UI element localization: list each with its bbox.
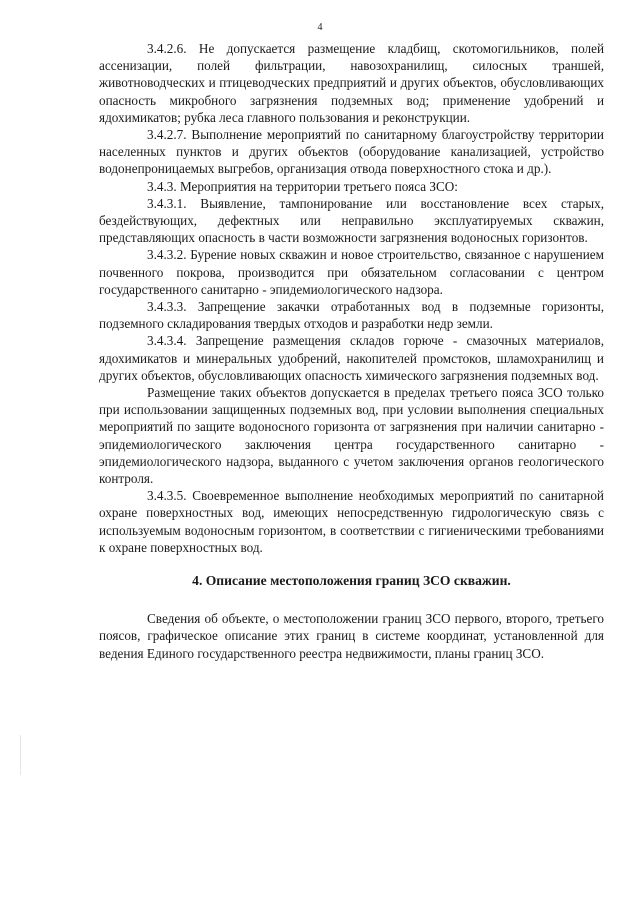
paragraph-3-4-3: 3.4.3. Мероприятия на территории третьего пояса ЗСО:: [147, 178, 458, 194]
section-4-paragraph: Сведения об объекте, о местоположении границ ЗСО первого, второго, третьего поясов, графическое описание этих границ в системе координат, установленной для ведения Единого государственного реестра недвижимости, планы границ ЗСО.: [99, 611, 604, 661]
section-4-heading: 4. Описание местоположения границ ЗСО скважин.: [192, 573, 511, 589]
page-number: 4: [317, 22, 323, 33]
paragraph-3-4-3-5: 3.4.3.5. Своевременное выполнение необходимых мероприятий по санитарной охране поверхностных вод, имеющих непосредственную гидрологическую связь с используемым водоносным горизонтом, в соответствии с гигиеническими требованиями к охране поверхностных вод.: [99, 488, 604, 555]
paragraph-3-4-2-7: 3.4.2.7. Выполнение мероприятий по санитарному благоустройству территории населенных пунктов и других объектов (оборудование канализацией, устройство водонепроницаемых выгребов, организация отвода поверхностного стока и др.).: [99, 127, 604, 177]
paragraph-placement-conditions: Размещение таких объектов допускается в пределах третьего пояса ЗСО только при использовании защищенных подземных вод, при условии выполнения специальных мероприятий по защите водоносного горизонта от загрязнения при наличии санитарно - эпидемиологического заключения центра государственного санитарно - эпидемиологического надзора, выданного с учетом заключения органов геологического контроля.: [99, 385, 604, 487]
paragraph-3-4-3-2: 3.4.3.2. Бурение новых скважин и новое строительство, связанное с нарушением почвенного покрова, производится при обязательном согласовании с центром государственного санитарно - эпидемиологического надзора.: [99, 247, 604, 297]
paragraph-3-4-3-4: 3.4.3.4. Запрещение размещения складов горюче - смазочных материалов, ядохимикатов и минеральных удобрений, накопителей промстоков, шламохранилищ и других объектов, обусловливающих опасность химического загрязнения подземных вод.: [99, 333, 604, 383]
paragraph-3-4-2-6: 3.4.2.6. Не допускается размещение кладбищ, скотомогильников, полей ассенизации, полей фильтрации, навозохранилищ, силосных траншей, животноводческих и птицеводческих предприятий и других объектов, обусловливающих опасность микробного загрязнения подземных вод; применение удобрений и ядохимикатов; рубка леса главного пользования и реконструкции.: [99, 41, 604, 125]
document-body: [99, 40, 604, 662]
paragraph-3-4-3-1: 3.4.3.1. Выявление, тампонирование или восстановление всех старых, бездействующих, дефектных или неправильно эксплуатируемых скважин, представляющих опасность в части возможности загрязнения водоносных горизонтов.: [99, 195, 604, 246]
paragraph-3-4-3-3: 3.4.3.3. Запрещение закачки отработанных вод в подземные горизонты, подземного складирования твердых отходов и разработки недр земли.: [99, 299, 604, 332]
scan-edge-mark: [20, 735, 21, 775]
